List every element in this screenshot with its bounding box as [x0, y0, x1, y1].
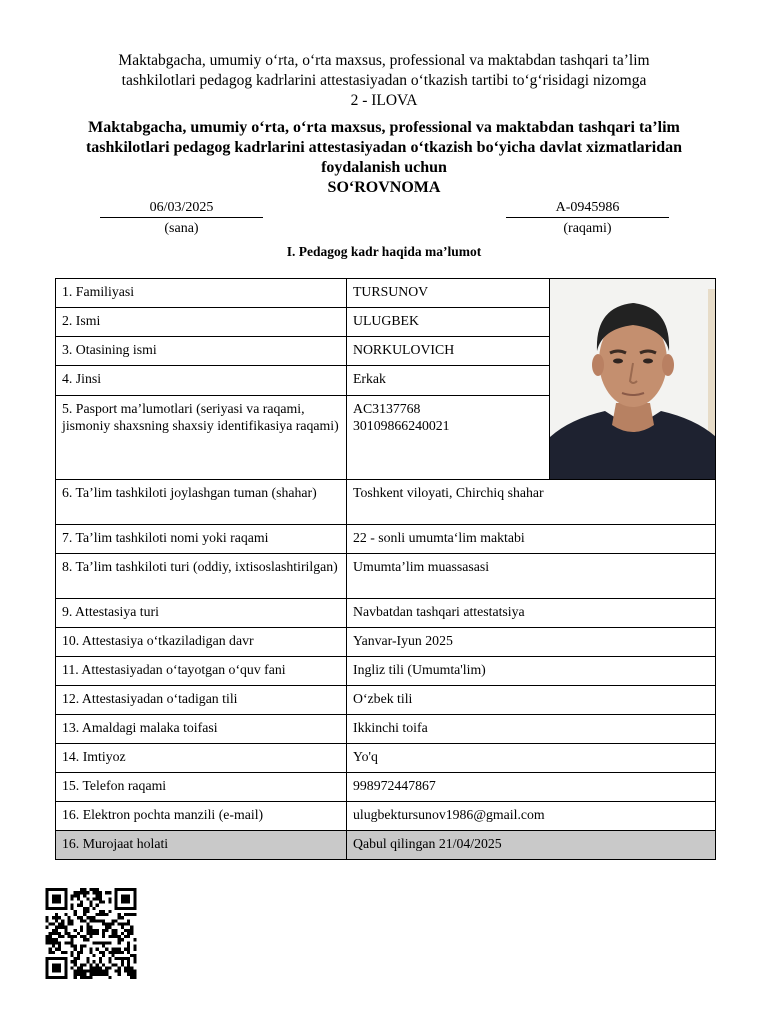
info-table	[55, 278, 716, 860]
row-label: 4. Jinsi	[56, 366, 347, 395]
row-label: 11. Attestasiyadan o‘tayotgan o‘quv fani	[56, 657, 347, 686]
row-value: Toshkent viloyati, Chirchiq shahar	[347, 480, 716, 525]
row-value: 22 - sonli umumta‘lim maktabi	[347, 525, 716, 554]
row-value: Ingliz tili (Umumta'lim)	[347, 657, 716, 686]
row-label: 6. Ta’lim tashkiloti joylashgan tuman (shahar)	[56, 480, 347, 525]
section-title: I. Pedagog kadr haqida ma’lumot	[286, 244, 482, 259]
row-value: Erkak	[347, 366, 550, 395]
row-label: 12. Attestasiyadan o‘tadigan tili	[56, 686, 347, 715]
row-value: Ikkinchi toifa	[347, 715, 716, 744]
status-row	[56, 831, 716, 860]
row-value: Navbatdan tashqari attestatsiya	[347, 599, 716, 628]
title-line-4: SO‘ROVNOMA	[327, 179, 441, 196]
table-row	[56, 657, 716, 686]
row-label: 8. Ta’lim tashkiloti turi (oddiy, ixtisoslashtirilgan)	[56, 554, 347, 599]
row-value: Umumta’lim muassasasi	[347, 554, 716, 599]
table-row	[56, 715, 716, 744]
status-value: Qabul qilingan 21/04/2025	[347, 831, 716, 860]
row-label: 5. Pasport ma’lumotlari (seriyasi va raqami, jismoniy shaxsning shaxsiy identifikasiya raqami)	[56, 395, 347, 479]
date-value: 06/03/2025	[100, 199, 263, 218]
row-label: 10. Attestasiya o‘tkaziladigan davr	[56, 628, 347, 657]
row-label: 15. Telefon raqami	[56, 773, 347, 802]
title-line-2: tashkilotlari pedagog kadrlarini attestasiyadan o‘tkazish bo‘yicha davlat xizmatlaridan	[85, 139, 683, 156]
row-label: 9. Attestasiya turi	[56, 599, 347, 628]
table-row	[56, 802, 716, 831]
number-value: A-0945986	[506, 199, 669, 218]
header-line-1: Maktabgacha, umumiy o‘rta, o‘rta maxsus, professional va maktabdan tashqari ta’lim	[118, 52, 650, 69]
row-value: Yanvar-Iyun 2025	[347, 628, 716, 657]
table-row	[56, 480, 716, 525]
row-label: 16. Elektron pochta manzili (e-mail)	[56, 802, 347, 831]
header-line-2: tashkilotlari pedagog kadrlarini attestasiyadan o‘tkazish tartibi to‘g‘risidagi nizomga	[121, 72, 647, 89]
table-row	[56, 628, 716, 657]
annex-label: 2 - ILOVA	[350, 92, 418, 109]
date-caption: (sana)	[164, 221, 199, 236]
passport-series: AC3137768	[353, 400, 421, 416]
row-value: ULUGBEK	[347, 308, 550, 337]
row-label: 1. Familiyasi	[56, 279, 347, 308]
table-row	[56, 744, 716, 773]
applicant-photo	[550, 279, 716, 480]
row-value: Yo'q	[347, 744, 716, 773]
table-row	[56, 554, 716, 599]
table-row	[56, 686, 716, 715]
row-label: 7. Ta’lim tashkiloti nomi yoki raqami	[56, 525, 347, 554]
photo-portrait	[550, 279, 716, 479]
row-label: 3. Otasining ismi	[56, 337, 347, 366]
document-title	[0, 118, 768, 198]
number-caption: (raqami)	[563, 221, 612, 236]
row-label: 13. Amaldagi malaka toifasi	[56, 715, 347, 744]
table-row	[56, 599, 716, 628]
title-line-1: Maktabgacha, umumiy o‘rta, o‘rta maxsus, professional va maktabdan tashqari ta’lim	[88, 119, 680, 136]
table-row	[56, 525, 716, 554]
row-value	[347, 395, 550, 479]
row-value: NORKULOVICH	[347, 337, 550, 366]
row-label: 2. Ismi	[56, 308, 347, 337]
row-value: TURSUNOV	[347, 279, 550, 308]
date-field	[100, 199, 263, 237]
table-row	[56, 773, 716, 802]
row-value: 998972447867	[347, 773, 716, 802]
number-field	[506, 199, 669, 237]
regulation-reference	[0, 51, 768, 111]
row-value: O‘zbek tili	[347, 686, 716, 715]
personal-id-number: 30109866240021	[353, 417, 450, 433]
row-label: 16. Murojaat holati	[56, 831, 347, 860]
row-label: 14. Imtiyoz	[56, 744, 347, 773]
row-value: ulugbektursunov1986@gmail.com	[347, 802, 716, 831]
table-row	[56, 279, 716, 308]
qr-code	[43, 888, 139, 979]
title-line-3: foydalanish uchun	[321, 159, 447, 176]
